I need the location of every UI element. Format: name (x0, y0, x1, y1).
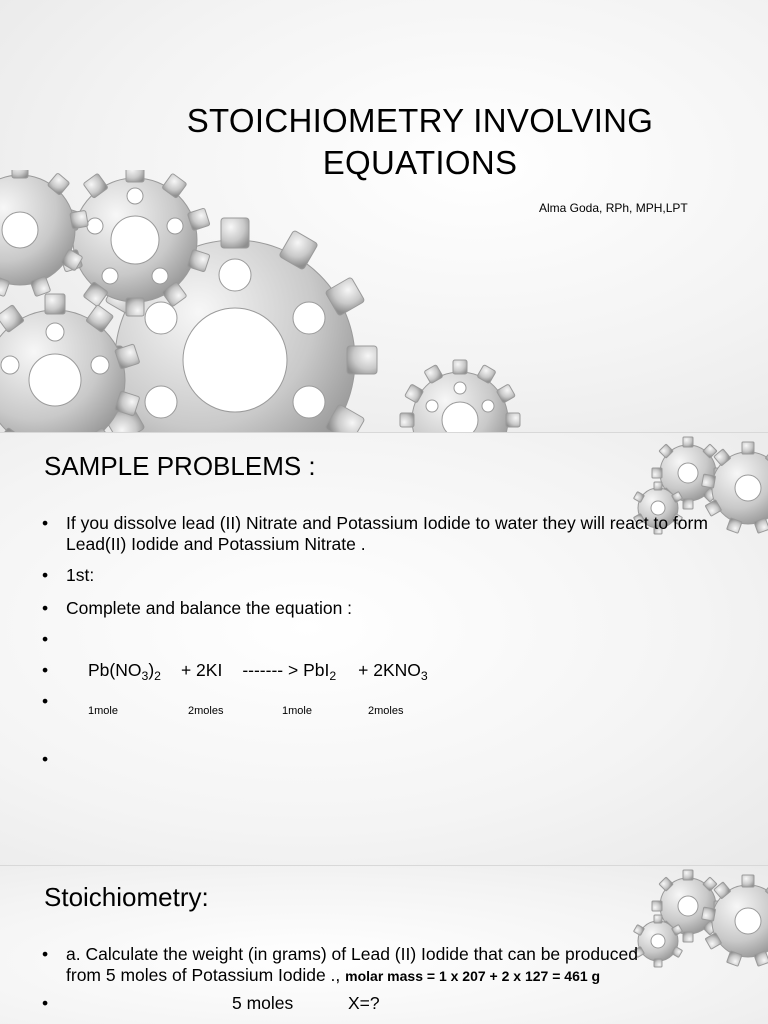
step-label: 1st: (66, 565, 95, 585)
mole-label: 1mole (88, 705, 118, 717)
list-item (42, 993, 714, 1014)
bullet-marker: • (42, 993, 49, 1013)
list-item (42, 749, 714, 770)
list-item (42, 513, 714, 555)
equation-row (42, 660, 714, 681)
title-line-2: EQUATIONS (322, 144, 518, 181)
mole-label: 2moles (188, 705, 224, 717)
title-slide (0, 0, 768, 432)
gears-decoration-icon (0, 170, 540, 432)
stoichiometry-slide (0, 866, 768, 1024)
mole-label: 2moles (368, 705, 404, 717)
given-moles: 5 moles (232, 993, 294, 1013)
section-heading: Stoichiometry: (44, 882, 209, 912)
author-credit: Alma Goda, RPh, MPH,LPT (539, 201, 688, 215)
bullet-marker: • (42, 598, 49, 618)
molar-mass-note: molar mass = 1 x 207 + 2 x 127 = 461 g (345, 968, 601, 984)
list-item (42, 565, 714, 586)
problem-statement: If you dissolve lead (II) Nitrate and Potassium Iodide to water they will react to form Lead(II) Iodide and Potassium Nitrate . (66, 513, 708, 554)
bullet-marker: • (42, 660, 49, 680)
list-item (42, 944, 714, 987)
bullet-marker: • (42, 513, 49, 533)
sample-problems-slide (0, 433, 768, 865)
bullet-list (42, 944, 714, 1014)
bullet-list (42, 513, 714, 770)
unknown-x: X=? (348, 993, 380, 1013)
moles-row (42, 691, 714, 717)
bullet-marker: • (42, 691, 49, 711)
list-item (42, 598, 714, 619)
instruction: Complete and balance the equation : (66, 598, 353, 618)
bullet-marker: • (42, 629, 49, 649)
problem-a-line1: a. Calculate the weight (in grams) of Lead (II) Iodide that can be produced (66, 944, 638, 964)
list-item (42, 629, 714, 650)
problem-a-line2: from 5 moles of Potassium Iodide ., (66, 965, 341, 985)
bullet-marker: • (42, 944, 49, 964)
slide-title (150, 100, 690, 184)
title-line-1: STOICHIOMETRY INVOLVING (186, 102, 654, 139)
chemical-equation: $Pb(NO_3)_2 + 2KI$ ------- > $PbI_2 + 2KNO_3$ (88, 660, 428, 683)
section-heading: SAMPLE PROBLEMS : (44, 451, 316, 481)
mole-label: 1mole (282, 705, 312, 717)
bullet-marker: • (42, 565, 49, 585)
bullet-marker: • (42, 749, 49, 769)
